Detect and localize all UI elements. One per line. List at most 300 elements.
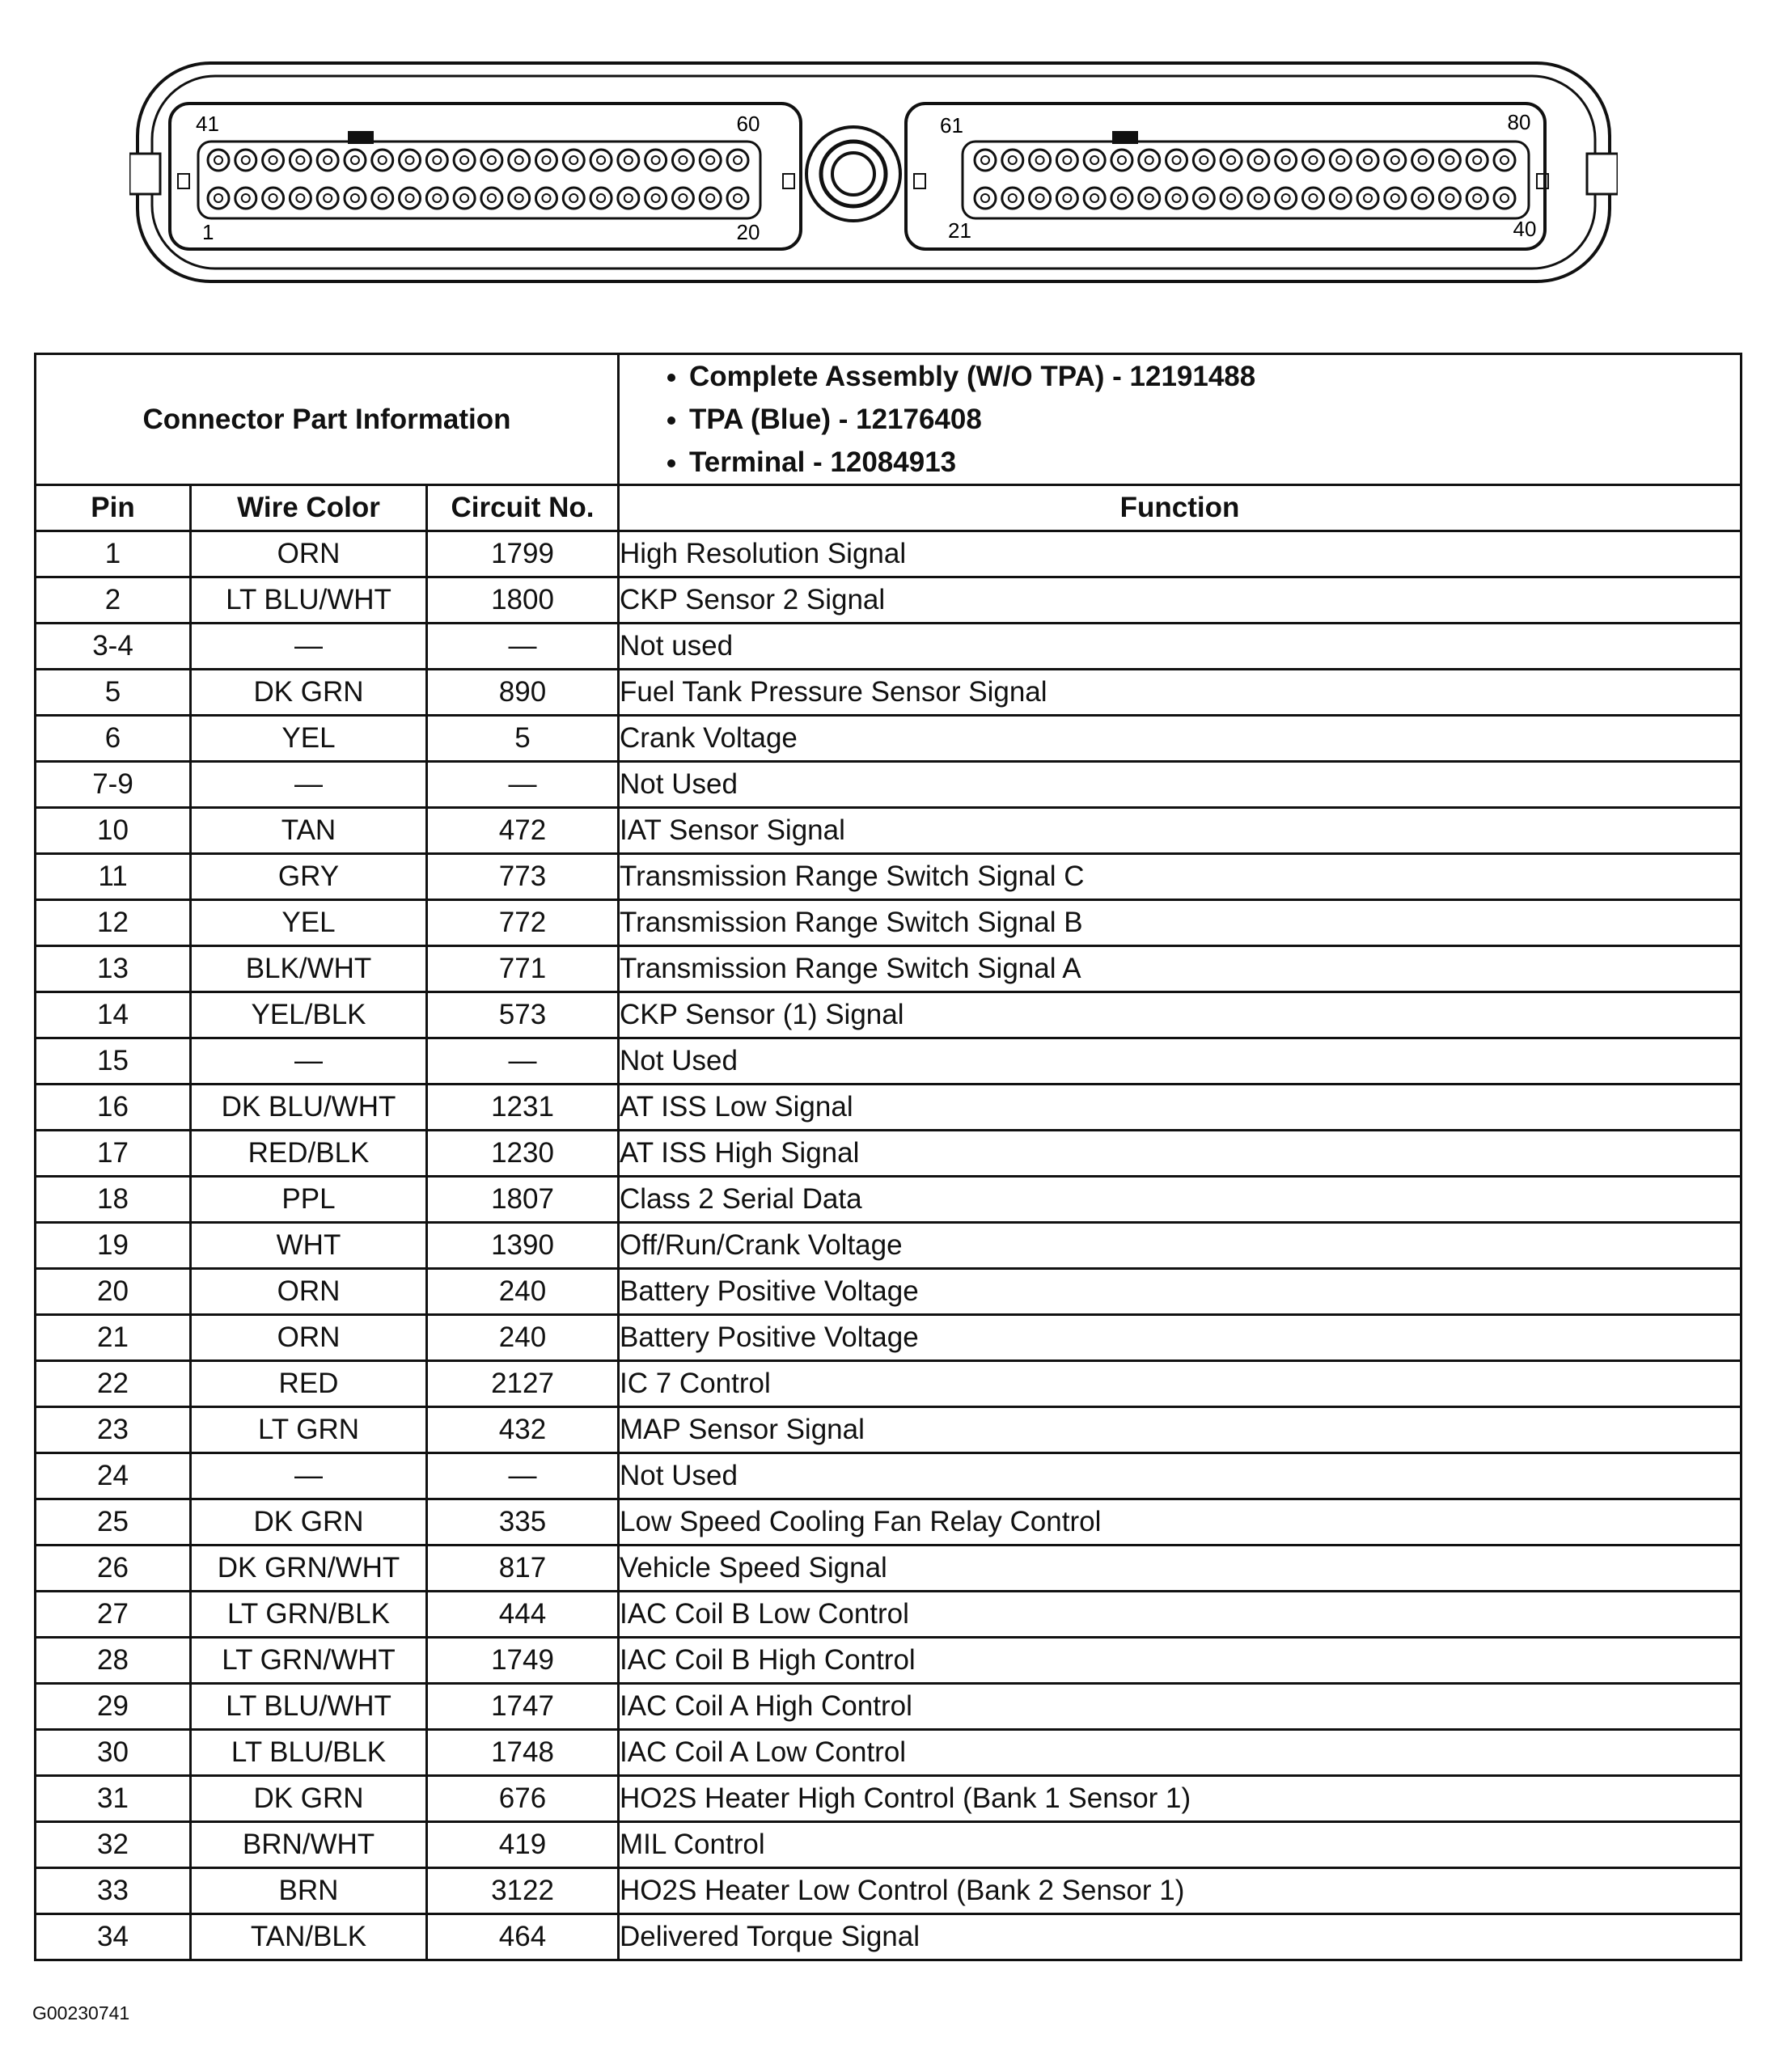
left-pin-terminal (433, 156, 441, 164)
table-row (36, 1223, 1741, 1269)
table-row (36, 1269, 1741, 1315)
table-row (36, 670, 1741, 716)
table-row (36, 1361, 1741, 1407)
left-pin-cavity (618, 188, 639, 209)
left-pin-cavity (645, 150, 667, 171)
cell-pin: 1 (36, 531, 191, 577)
cell-function: Battery Positive Voltage (619, 1315, 1741, 1361)
left-pin-terminal (542, 194, 550, 202)
right-pin-cavity (975, 150, 996, 171)
right-pin-cavity (1302, 150, 1323, 171)
left-pin-terminal (734, 156, 742, 164)
right-pin-cavity (1439, 150, 1460, 171)
cell-wire-color: DK GRN (191, 670, 427, 716)
table-header-row (36, 485, 1741, 531)
left-pin-terminal (652, 156, 660, 164)
right-pin-cavity (1166, 150, 1187, 171)
cell-circuit: 419 (427, 1822, 619, 1868)
pin-label-40: 40 (1513, 217, 1537, 241)
left-pin-terminal (569, 156, 578, 164)
right-pin-terminal (1336, 194, 1344, 202)
cell-wire-color: — (191, 1038, 427, 1085)
table-row (36, 1822, 1741, 1868)
cell-function: Not Used (619, 1453, 1741, 1499)
cell-wire-color: RED/BLK (191, 1131, 427, 1177)
left-pin-cavity (454, 150, 475, 171)
right-pin-terminal (1227, 194, 1235, 202)
right-pin-terminal (1200, 194, 1208, 202)
cell-wire-color: BRN (191, 1868, 427, 1914)
left-pin-cavity (535, 150, 557, 171)
left-pin-terminal (351, 194, 359, 202)
left-pin-terminal (242, 194, 250, 202)
right-pin-terminal (1391, 194, 1399, 202)
right-pin-terminal (1090, 156, 1098, 164)
left-pin-cavity (590, 188, 612, 209)
left-pin-terminal (706, 194, 714, 202)
right-pin-terminal (1145, 194, 1153, 202)
left-pin-terminal (652, 194, 660, 202)
table-row (36, 531, 1741, 577)
left-pin-cavity (563, 188, 584, 209)
left-pin-terminal (379, 194, 387, 202)
cell-function: Transmission Range Switch Signal B (619, 900, 1741, 946)
cell-wire-color: TAN/BLK (191, 1914, 427, 1960)
cell-pin: 14 (36, 992, 191, 1038)
cell-function: Fuel Tank Pressure Sensor Signal (619, 670, 1741, 716)
cell-circuit: 1799 (427, 531, 619, 577)
left-pin-cavity (426, 188, 447, 209)
right-pin-cavity (1030, 150, 1051, 171)
left-pin-terminal (734, 194, 742, 202)
pin-label-20: 20 (736, 220, 760, 244)
table-row (36, 762, 1741, 808)
right-pin-cavity (1111, 188, 1132, 209)
table-row (36, 808, 1741, 854)
left-pin-cavity (454, 188, 475, 209)
left-pin-terminal (488, 156, 496, 164)
right-pin-array (975, 150, 1515, 209)
left-pin-cavity (317, 188, 338, 209)
right-pin-cavity (1139, 150, 1160, 171)
right-pin-cavity (1302, 188, 1323, 209)
table-row (36, 900, 1741, 946)
left-pin-cavity (481, 150, 502, 171)
table-row (36, 1499, 1741, 1546)
cell-function: HO2S Heater High Control (Bank 1 Sensor 1) (619, 1776, 1741, 1822)
table-row (36, 992, 1741, 1038)
left-latch (129, 154, 160, 194)
cell-pin: 22 (36, 1361, 191, 1407)
cell-pin: 24 (36, 1453, 191, 1499)
cell-function: AT ISS High Signal (619, 1131, 1741, 1177)
cell-pin: 27 (36, 1592, 191, 1638)
left-pin-cavity (563, 150, 584, 171)
table-row (36, 1407, 1741, 1453)
cell-pin: 31 (36, 1776, 191, 1822)
right-pin-cavity (975, 188, 996, 209)
cell-wire-color: GRY (191, 854, 427, 900)
right-key-tab (1112, 131, 1138, 144)
left-pin-terminal (569, 194, 578, 202)
left-pin-cavity (208, 150, 229, 171)
cell-wire-color: BRN/WHT (191, 1822, 427, 1868)
left-pin-terminal (324, 156, 332, 164)
cell-circuit: — (427, 1453, 619, 1499)
left-pin-cavity (618, 150, 639, 171)
right-pin-cavity (1084, 188, 1105, 209)
right-pin-terminal (981, 156, 989, 164)
cell-function: IC 7 Control (619, 1361, 1741, 1407)
cell-function: Delivered Torque Signal (619, 1914, 1741, 1960)
right-pin-terminal (1500, 194, 1509, 202)
right-pin-cavity (1056, 188, 1077, 209)
right-pin-cavity (1385, 150, 1406, 171)
left-pin-cavity (372, 150, 393, 171)
left-pin-terminal (460, 156, 468, 164)
cell-pin: 6 (36, 716, 191, 762)
left-pin-cavity (672, 188, 693, 209)
right-pin-cavity (1111, 150, 1132, 171)
left-pin-cavity (290, 188, 311, 209)
left-pin-block (170, 104, 801, 249)
left-pin-cavity (372, 188, 393, 209)
cell-circuit: 464 (427, 1914, 619, 1960)
right-pin-cavity (1166, 188, 1187, 209)
cell-circuit: — (427, 1038, 619, 1085)
cell-pin: 3-4 (36, 624, 191, 670)
left-pin-terminal (379, 156, 387, 164)
right-pin-terminal (1473, 156, 1481, 164)
cell-wire-color: LT BLU/WHT (191, 1684, 427, 1730)
left-pin-array (208, 150, 748, 209)
right-pin-terminal (1500, 156, 1509, 164)
right-pin-terminal (1118, 194, 1126, 202)
left-pin-cavity (263, 188, 284, 209)
cell-function: CKP Sensor (1) Signal (619, 992, 1741, 1038)
connector-diagram (129, 57, 1618, 291)
cell-wire-color: ORN (191, 531, 427, 577)
right-pin-terminal (1036, 156, 1044, 164)
figure-id: G00230741 (32, 2002, 130, 2023)
cell-pin: 17 (36, 1131, 191, 1177)
right-pin-cavity (1494, 188, 1515, 209)
cell-circuit: 5 (427, 716, 619, 762)
right-pin-cavity (1248, 150, 1269, 171)
right-pin-cavity (1494, 150, 1515, 171)
left-pin-cavity (590, 150, 612, 171)
col-header-function: Function (619, 485, 1741, 531)
cell-function: Not Used (619, 762, 1741, 808)
pin-label-61: 61 (940, 113, 963, 137)
cell-wire-color: LT GRN/WHT (191, 1638, 427, 1684)
cell-wire-color: LT GRN (191, 1407, 427, 1453)
left-pin-cavity (208, 188, 229, 209)
right-pin-cavity (1002, 188, 1023, 209)
cell-function: CKP Sensor 2 Signal (619, 577, 1741, 624)
cell-pin: 32 (36, 1822, 191, 1868)
cell-circuit: 432 (427, 1407, 619, 1453)
cell-function: AT ISS Low Signal (619, 1085, 1741, 1131)
right-pin-cavity (1193, 150, 1214, 171)
right-pin-cavity (1466, 150, 1488, 171)
cell-function: MIL Control (619, 1822, 1741, 1868)
right-pin-terminal (1309, 156, 1317, 164)
cell-function: Not used (619, 624, 1741, 670)
cell-circuit: 240 (427, 1315, 619, 1361)
table-row (36, 1453, 1741, 1499)
cell-circuit: 1230 (427, 1131, 619, 1177)
cell-pin: 20 (36, 1269, 191, 1315)
left-pin-cavity (727, 188, 748, 209)
cell-circuit: 773 (427, 854, 619, 900)
cell-function: High Resolution Signal (619, 531, 1741, 577)
left-pin-terminal (488, 194, 496, 202)
right-pin-terminal (1282, 194, 1290, 202)
col-header-wire-color: Wire Color (191, 485, 427, 531)
right-pin-cavity (1276, 150, 1297, 171)
part-item-terminal: • Terminal - 12084913 (689, 441, 1740, 484)
right-pin-terminal (1200, 156, 1208, 164)
right-pin-cavity (1412, 188, 1433, 209)
part-info-row (36, 354, 1741, 485)
right-pin-terminal (1009, 156, 1017, 164)
table-row (36, 1085, 1741, 1131)
table-row (36, 716, 1741, 762)
left-pin-cavity (235, 150, 256, 171)
left-pin-cavity (426, 150, 447, 171)
left-pin-terminal (269, 156, 277, 164)
part-item-tpa: • TPA (Blue) - 12176408 (689, 398, 1740, 441)
table-row (36, 1684, 1741, 1730)
left-pin-cavity (535, 188, 557, 209)
cell-pin: 25 (36, 1499, 191, 1546)
right-pin-terminal (1255, 194, 1263, 202)
col-header-pin: Pin (36, 485, 191, 531)
pinout-table (34, 353, 1742, 1961)
left-pin-terminal (542, 156, 550, 164)
right-latch (1587, 154, 1618, 194)
cell-circuit: 772 (427, 900, 619, 946)
cell-function: IAT Sensor Signal (619, 808, 1741, 854)
left-pin-terminal (679, 194, 687, 202)
cell-wire-color: DK GRN (191, 1499, 427, 1546)
cell-circuit: 444 (427, 1592, 619, 1638)
right-pin-cavity (1330, 188, 1351, 209)
cell-wire-color: YEL (191, 900, 427, 946)
right-pin-block (906, 104, 1545, 249)
cell-circuit: 1390 (427, 1223, 619, 1269)
cell-circuit: 817 (427, 1546, 619, 1592)
table-row (36, 1315, 1741, 1361)
cell-wire-color: ORN (191, 1269, 427, 1315)
cell-wire-color: — (191, 762, 427, 808)
table-row (36, 577, 1741, 624)
right-pin-terminal (1036, 194, 1044, 202)
table-row (36, 1730, 1741, 1776)
cell-wire-color: TAN (191, 808, 427, 854)
right-pin-terminal (1063, 194, 1071, 202)
right-pin-cavity (1139, 188, 1160, 209)
left-pin-cavity (345, 188, 366, 209)
table-row (36, 946, 1741, 992)
cell-wire-color: YEL/BLK (191, 992, 427, 1038)
part-info-list (619, 354, 1741, 485)
cell-circuit: 771 (427, 946, 619, 992)
left-pin-terminal (242, 156, 250, 164)
pin-label-60: 60 (736, 112, 760, 136)
left-pin-terminal (296, 194, 304, 202)
left-pin-terminal (351, 156, 359, 164)
left-pin-terminal (597, 194, 605, 202)
right-pin-cavity (1439, 188, 1460, 209)
left-pin-terminal (597, 156, 605, 164)
cell-circuit: 1749 (427, 1638, 619, 1684)
cell-function: IAC Coil A Low Control (619, 1730, 1741, 1776)
cell-pin: 28 (36, 1638, 191, 1684)
left-pin-terminal (269, 194, 277, 202)
cell-wire-color: — (191, 1453, 427, 1499)
table-row (36, 1776, 1741, 1822)
left-pin-cavity (727, 150, 748, 171)
cell-circuit: 2127 (427, 1361, 619, 1407)
col-header-circuit: Circuit No. (427, 485, 619, 531)
cell-circuit: 890 (427, 670, 619, 716)
right-pin-cavity (1221, 150, 1242, 171)
left-pin-cavity (400, 188, 421, 209)
cell-function: IAC Coil A High Control (619, 1684, 1741, 1730)
cell-function: IAC Coil B High Control (619, 1638, 1741, 1684)
left-pin-cavity (290, 150, 311, 171)
table-row (36, 1638, 1741, 1684)
cell-pin: 16 (36, 1085, 191, 1131)
cell-circuit: — (427, 624, 619, 670)
right-pin-terminal (1391, 156, 1399, 164)
cell-circuit: — (427, 762, 619, 808)
cell-pin: 26 (36, 1546, 191, 1592)
right-pin-cavity (1248, 188, 1269, 209)
right-pin-cavity (1056, 150, 1077, 171)
cell-circuit: 676 (427, 1776, 619, 1822)
cell-pin: 13 (36, 946, 191, 992)
pin-label-41: 41 (196, 112, 219, 136)
right-pin-cavity (1466, 188, 1488, 209)
right-pin-cavity (1193, 188, 1214, 209)
cell-pin: 2 (36, 577, 191, 624)
left-pin-terminal (624, 194, 633, 202)
left-pin-terminal (515, 194, 523, 202)
cell-circuit: 3122 (427, 1868, 619, 1914)
left-pin-cavity (345, 150, 366, 171)
cell-pin: 19 (36, 1223, 191, 1269)
right-pin-terminal (1473, 194, 1481, 202)
cell-pin: 7-9 (36, 762, 191, 808)
left-pin-terminal (214, 194, 222, 202)
pin-label-1: 1 (202, 220, 214, 244)
cell-function: Low Speed Cooling Fan Relay Control (619, 1499, 1741, 1546)
left-pin-terminal (515, 156, 523, 164)
part-info-label: Connector Part Information (36, 354, 619, 485)
right-pin-cavity (1357, 150, 1378, 171)
left-pin-cavity (400, 150, 421, 171)
cell-pin: 23 (36, 1407, 191, 1453)
left-pin-terminal (406, 156, 414, 164)
right-pin-cavity (1357, 188, 1378, 209)
cell-function: Not Used (619, 1038, 1741, 1085)
right-pin-terminal (1009, 194, 1017, 202)
cell-wire-color: DK GRN (191, 1776, 427, 1822)
left-pin-terminal (706, 156, 714, 164)
cell-pin: 11 (36, 854, 191, 900)
left-pin-terminal (460, 194, 468, 202)
cell-pin: 34 (36, 1914, 191, 1960)
cell-pin: 29 (36, 1684, 191, 1730)
table-row (36, 624, 1741, 670)
cell-circuit: 240 (427, 1269, 619, 1315)
right-pin-terminal (1364, 194, 1372, 202)
cell-pin: 21 (36, 1315, 191, 1361)
table-row (36, 1868, 1741, 1914)
cell-function: HO2S Heater Low Control (Bank 2 Sensor 1) (619, 1868, 1741, 1914)
cell-wire-color: — (191, 624, 427, 670)
cell-pin: 15 (36, 1038, 191, 1085)
cell-wire-color: LT BLU/WHT (191, 577, 427, 624)
right-pin-terminal (981, 194, 989, 202)
pin-label-80: 80 (1507, 110, 1531, 134)
right-pin-cavity (1412, 150, 1433, 171)
cell-wire-color: YEL (191, 716, 427, 762)
cell-function: IAC Coil B Low Control (619, 1592, 1741, 1638)
right-pin-terminal (1419, 156, 1427, 164)
left-pin-cavity (645, 188, 667, 209)
cell-function: Crank Voltage (619, 716, 1741, 762)
right-pin-terminal (1336, 156, 1344, 164)
cell-function: Vehicle Speed Signal (619, 1546, 1741, 1592)
right-pin-terminal (1090, 194, 1098, 202)
center-post-inner (832, 153, 874, 195)
cell-wire-color: RED (191, 1361, 427, 1407)
cell-circuit: 1748 (427, 1730, 619, 1776)
left-pin-terminal (214, 156, 222, 164)
left-pin-cavity (509, 150, 530, 171)
cell-circuit: 1807 (427, 1177, 619, 1223)
right-pin-terminal (1309, 194, 1317, 202)
left-pin-cavity (235, 188, 256, 209)
cell-wire-color: LT BLU/BLK (191, 1730, 427, 1776)
left-pin-terminal (296, 156, 304, 164)
cell-function: MAP Sensor Signal (619, 1407, 1741, 1453)
right-pin-terminal (1255, 156, 1263, 164)
cell-circuit: 1747 (427, 1684, 619, 1730)
cell-circuit: 1800 (427, 577, 619, 624)
cell-pin: 5 (36, 670, 191, 716)
right-pin-terminal (1063, 156, 1071, 164)
pin-label-21: 21 (948, 218, 971, 243)
cell-pin: 12 (36, 900, 191, 946)
right-pin-terminal (1173, 194, 1181, 202)
cell-wire-color: DK GRN/WHT (191, 1546, 427, 1592)
cell-function: Battery Positive Voltage (619, 1269, 1741, 1315)
cell-function: Class 2 Serial Data (619, 1177, 1741, 1223)
left-pin-cavity (317, 150, 338, 171)
right-pin-terminal (1445, 156, 1454, 164)
cell-wire-color: WHT (191, 1223, 427, 1269)
right-pin-cavity (1385, 188, 1406, 209)
cell-wire-color: LT GRN/BLK (191, 1592, 427, 1638)
left-pin-terminal (679, 156, 687, 164)
cell-function: Transmission Range Switch Signal C (619, 854, 1741, 900)
right-pin-cavity (1221, 188, 1242, 209)
